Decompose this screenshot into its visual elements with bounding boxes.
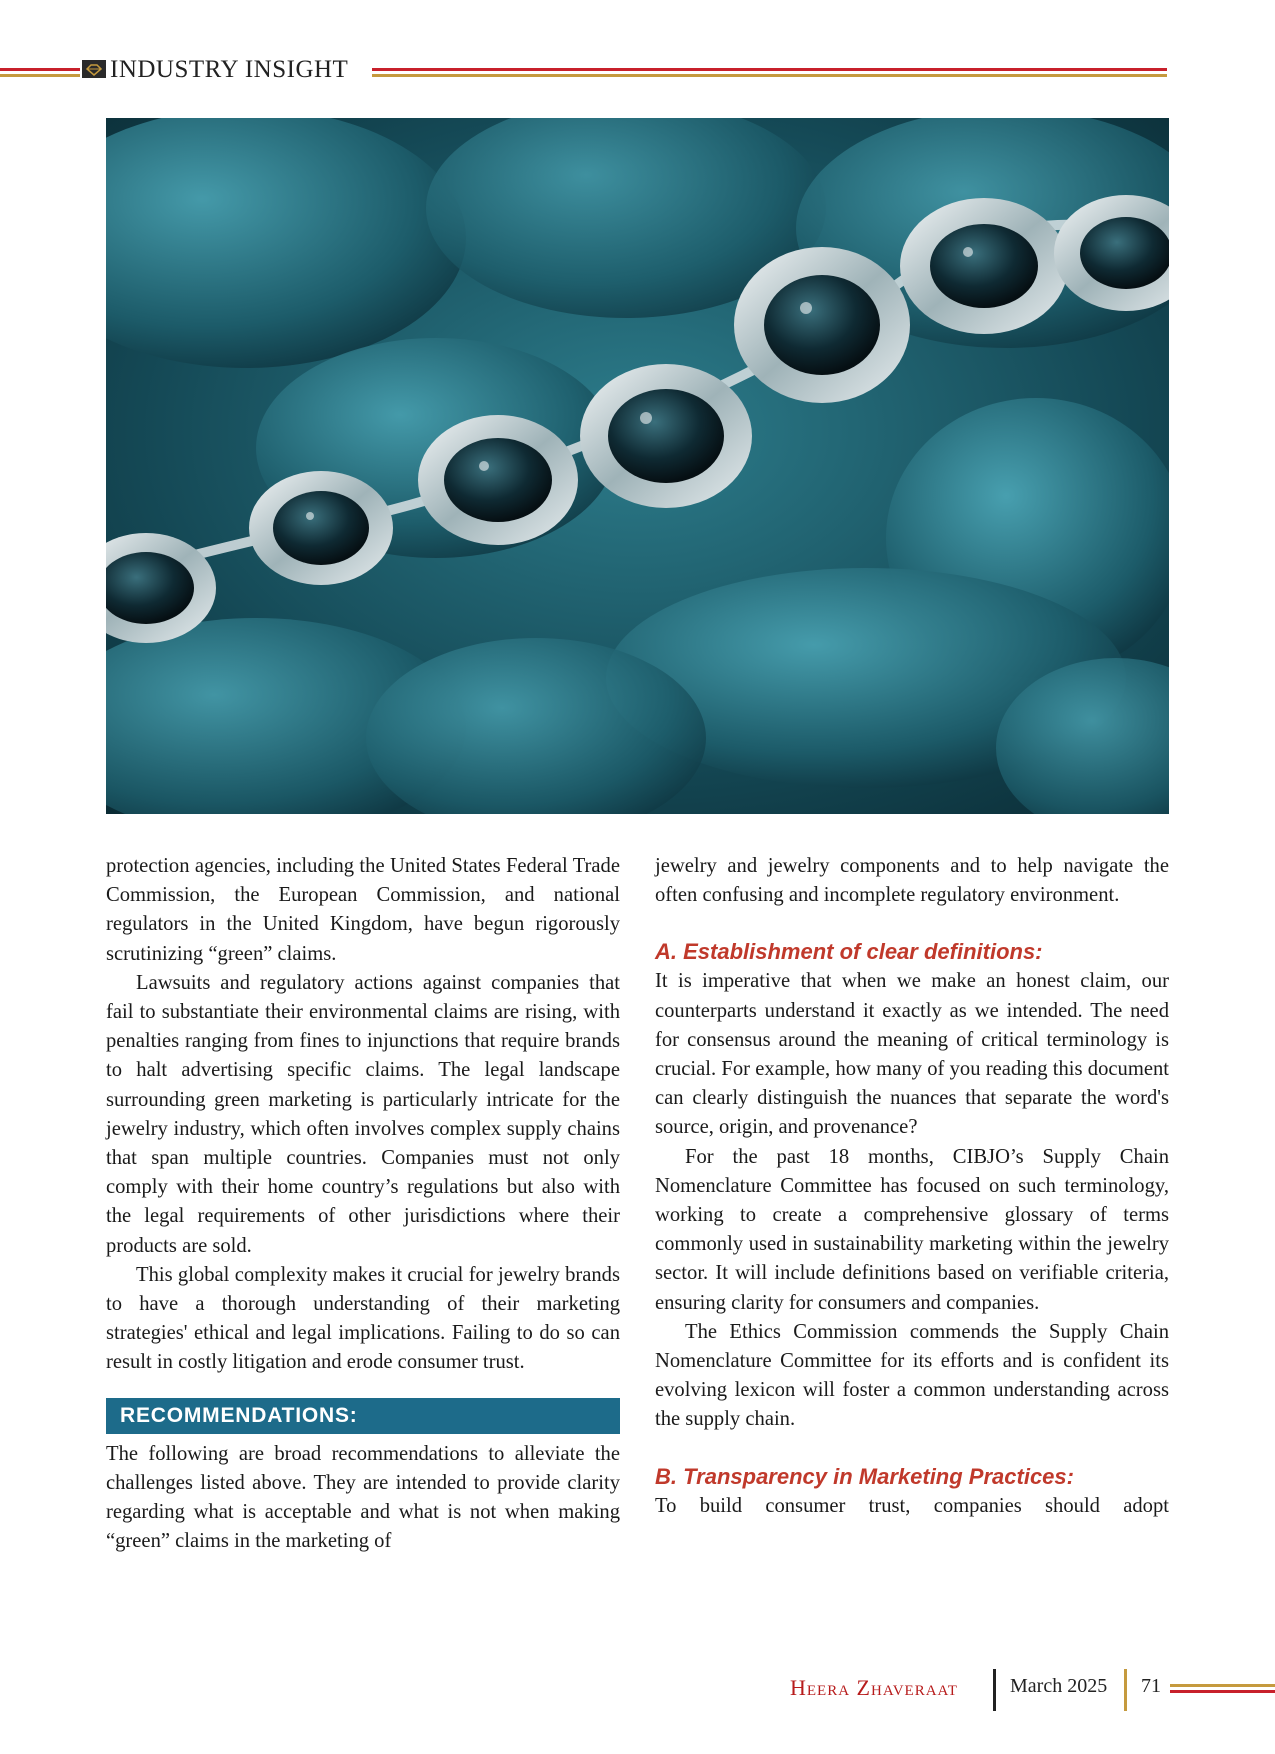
right-paragraph-5: To build consumer trust, companies should adopt: [655, 1494, 1169, 1517]
right-column: [655, 852, 1169, 1521]
footer-rule-red: [1170, 1690, 1275, 1693]
footer-divider-dark: [993, 1669, 996, 1711]
issue-date: March 2025: [1010, 1675, 1108, 1697]
jewel-emblem-icon: [82, 60, 106, 78]
right-paragraph-4: The Ethics Commission commends the Supply Chain Nomenclature Committee for its efforts and is confident its evolving lexicon will foster a common understanding across the supply chain.: [655, 1320, 1169, 1431]
footer-rule-gold: [1170, 1684, 1275, 1687]
header-rule-red-left: [0, 68, 80, 71]
left-column: [106, 852, 620, 1556]
left-paragraph-2: Lawsuits and regulatory actions against companies that fail to substantiate their environmental claims are rising, with penalties ranging from fines to injunctions that require brands to halt advertising specific claims. The legal landscape surrounding green marketing is particularly intricate for the jewelry industry, which often involves complex supply chains that span multiple countries. Companies must not only comply with their home country’s regulations but also with the legal requirements of other jurisdictions where their products are sold.: [106, 971, 620, 1257]
right-paragraph-3: For the past 18 months, CIBJO’s Supply Chain Nomenclature Committee has focused on such terminology, working to create a comprehensive glossary of terms commonly used in sustainability marketing within the jewelry sector. It will include definitions based on verifiable criteria, ensuring clarity for consumers and companies.: [655, 1145, 1169, 1314]
heading-a-definitions: A. Establishment of clear definitions:: [655, 939, 1043, 965]
header-rule-red-right: [372, 68, 1167, 71]
left-paragraph-3: This global complexity makes it crucial for jewelry brands to have a thorough understanding of their marketing strategies' ethical and legal implications. Failing to do so can result in costly litigation and erode consumer trust.: [106, 1263, 620, 1374]
page-footer: [0, 1665, 1275, 1715]
right-paragraph-1: jewelry and jewelry components and to help navigate the often confusing and incomplete regulatory environment.: [655, 855, 1169, 907]
magazine-name: Heera Zhaveraat: [790, 1675, 958, 1700]
page-number: 71: [1141, 1675, 1161, 1697]
article-photo: [106, 118, 1169, 814]
left-paragraph-4: The following are broad recommendations to alleviate the challenges listed above. They are intended to provide clarity regarding what is acceptable and what is not when making “green” claims in the marketing of: [106, 1442, 620, 1553]
header-rule-gold-right: [372, 74, 1167, 77]
footer-divider-gold: [1124, 1669, 1127, 1711]
page-header: [0, 56, 1275, 86]
recommendations-heading: RECOMMENDATIONS:: [106, 1398, 620, 1434]
section-label: INDUSTRY INSIGHT: [110, 56, 349, 83]
left-paragraph-1: protection agencies, including the United States Federal Trade Commission, the European Commission, and national regulators in the United Kingdom, have begun rigorously scrutinizing “green” claims.: [106, 855, 620, 965]
right-paragraph-2: It is imperative that when we make an honest claim, our counterparts understand it exactly as we intended. The need for consensus around the meaning of critical terminology is crucial. For example, how many of you reading this document can clearly distinguish the nuances that separate the word's source, origin, and provenance?: [655, 970, 1169, 1139]
heading-b-transparency: B. Transparency in Marketing Practices:: [655, 1463, 1074, 1489]
header-rule-gold-left: [0, 74, 80, 77]
bracelet-photo-icon: [106, 118, 1169, 814]
